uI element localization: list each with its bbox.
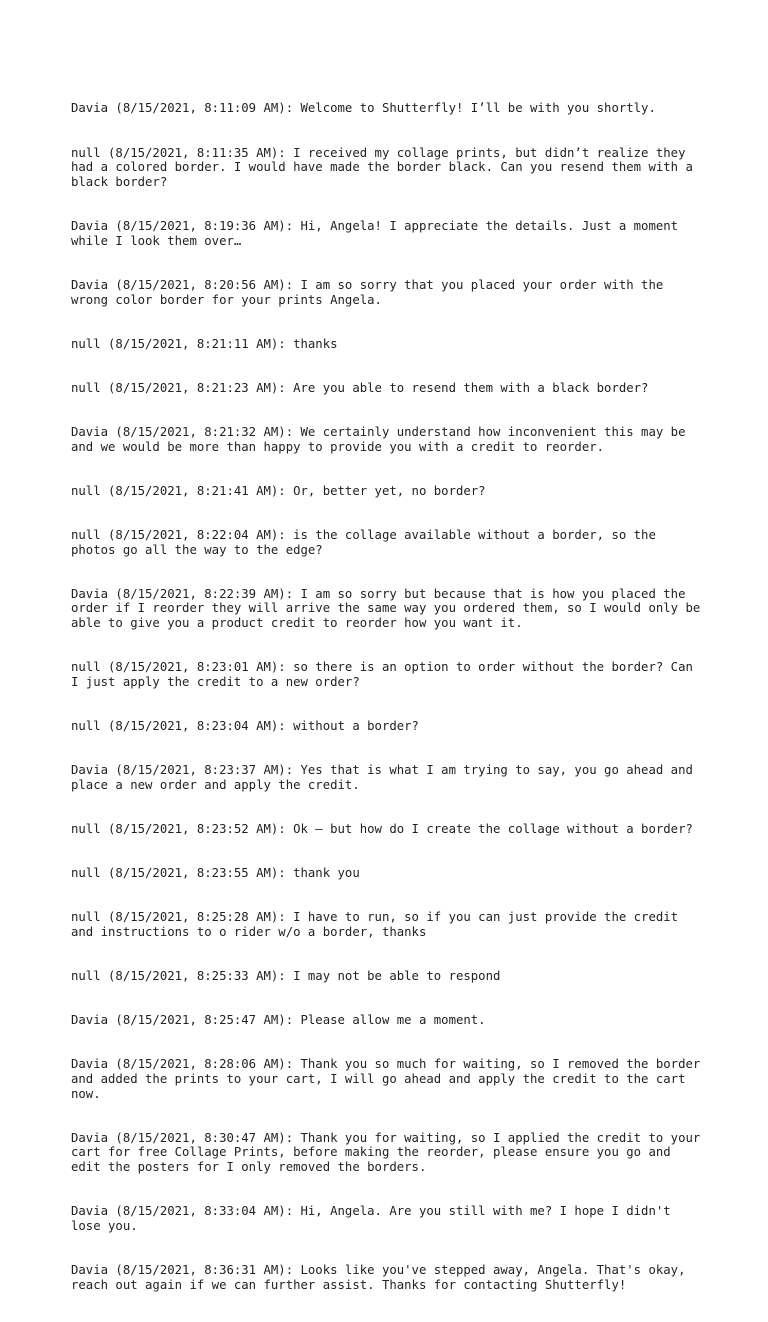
transcript-line: Davia (8/15/2021, 8:20:56 AM): I am so sorry that you placed your order with the wrong color border for your prints Angela. [71,277,671,307]
transcript-line: null (8/15/2021, 8:22:04 AM): is the collage available without a border, so the photos go all the way to the edge? [71,527,664,557]
transcript-line: null (8/15/2021, 8:21:23 AM): Are you able to resend them with a black border? [71,380,649,395]
transcript-line: Davia (8/15/2021, 8:33:04 AM): Hi, Angela. Are you still with me? I hope I didn't lose you. [71,1204,679,1233]
transcript-line: Davia (8/15/2021, 8:28:06 AM): Thank you so much for waiting, so I removed the border and added the prints to your cart, I will go ahead and apply the credit to the cart now. [71,1057,708,1101]
document-page [71,72,708,1322]
transcript-line: null (8/15/2021, 8:23:55 AM): thank you [71,865,360,880]
transcript-line: Davia (8/15/2021, 8:30:47 AM): Thank you for waiting, so I applied the credit to your cart for free Collage Prints, before making the reorder, please ensure you go and edit the posters for I only removed the borders. [71,1130,708,1175]
transcript-line: Davia (8/15/2021, 8:23:37 AM): Yes that is what I am trying to say, you go ahead and place a new order and apply the credit. [71,763,701,792]
chat-transcript [71,72,708,1322]
transcript-line: null (8/15/2021, 8:23:01 AM): so there is an option to order without the border? Can I just apply the credit to a new order? [71,660,701,689]
transcript-line: null (8/15/2021, 8:21:41 AM): Or, better yet, no border? [71,483,486,498]
transcript-line: null (8/15/2021, 8:23:52 AM): Ok — but how do I create the collage without a border? [71,821,693,836]
transcript-line: null (8/15/2021, 8:21:11 AM): thanks [71,336,338,351]
transcript-line: null (8/15/2021, 8:25:28 AM): I have to run, so if you can just provide the credit and instructions to o rider w/o a border, thanks [71,910,686,939]
transcript-line: Davia (8/15/2021, 8:36:31 AM): Looks like you've stepped away, Angela. That's okay, reach out again if we can further assist. Thanks for contacting Shutterfly! [71,1262,693,1292]
transcript-line: Davia (8/15/2021, 8:21:32 AM): We certainly understand how inconvenient this may be and we would be more than happy to provide you with a credit to reorder. [71,424,693,454]
transcript-line: null (8/15/2021, 8:25:33 AM): I may not be able to respond [71,968,501,983]
transcript-line: null (8/15/2021, 8:11:35 AM): I received my collage prints, but didn’t realize they had a colored border. I would have made the border black. Can you resend them with a black border? [71,145,701,189]
transcript-line: Davia (8/15/2021, 8:22:39 AM): I am so sorry but because that is how you placed the order if I reorder they will arrive the same way you ordered them, so I would only be able to give you a product credit to reorder how you want it. [71,586,708,631]
transcript-line: Davia (8/15/2021, 8:19:36 AM): Hi, Angela! I appreciate the details. Just a moment while I look them over… [71,219,686,248]
transcript-line: Davia (8/15/2021, 8:11:09 AM): Welcome to Shutterfly! I’ll be with you shortly. [71,101,656,116]
transcript-line: null (8/15/2021, 8:23:04 AM): without a border? [71,718,419,733]
transcript-line: Davia (8/15/2021, 8:25:47 AM): Please allow me a moment. [71,1013,486,1027]
